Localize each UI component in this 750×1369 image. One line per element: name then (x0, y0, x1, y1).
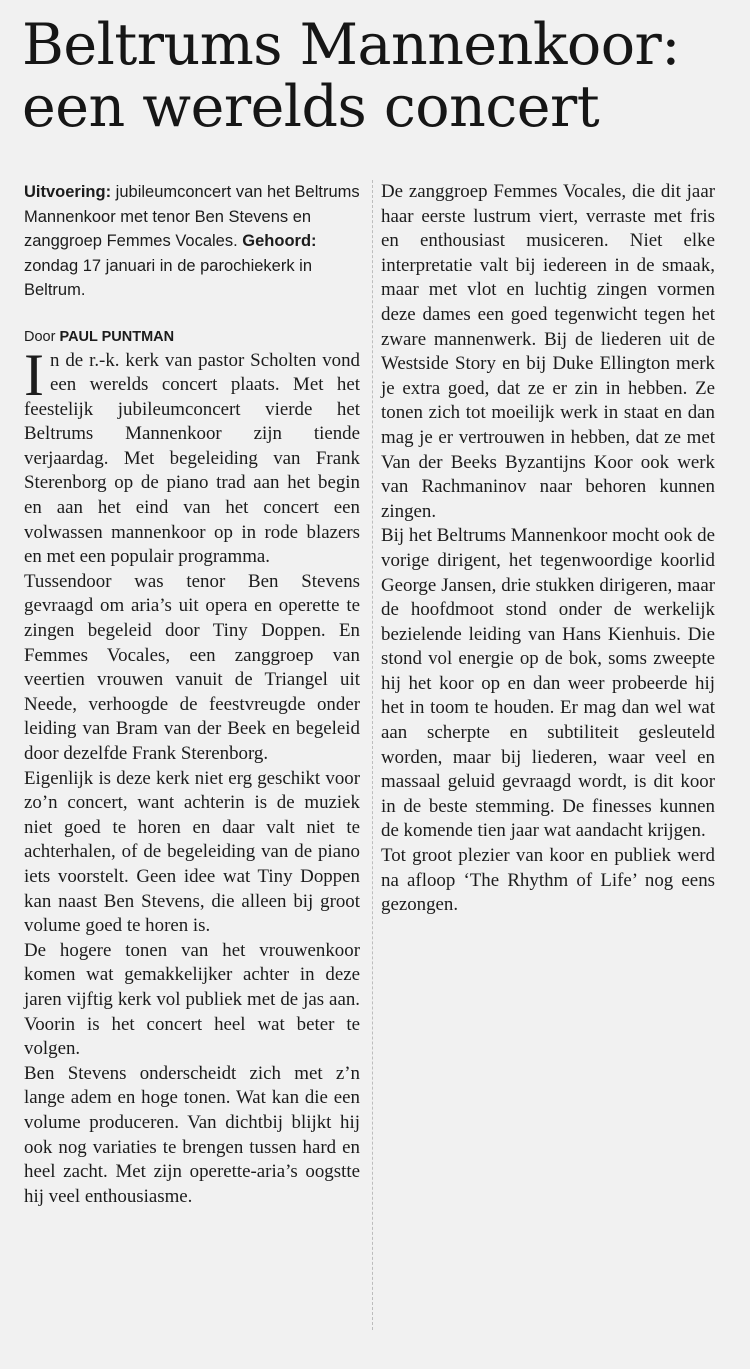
paragraph-3: Eigenlijk is deze kerk niet erg geschikt voor zo’n concert, want achterin is de muziek niet goed te horen en daar valt niet te achterhalen, of de begeleiding van de piano iets voorstelt. Geen idee wat Tiny Doppen kan naast Ben Stevens, die alleen bij groot volume goed te horen is. (24, 767, 360, 937)
drop-cap: I (24, 341, 44, 408)
paragraph-1 (24, 341, 360, 570)
column-right (381, 180, 715, 918)
byline-author: PAUL PUNTMAN (59, 328, 175, 345)
headline-line-2: een werelds concert (22, 74, 600, 140)
headline (22, 14, 738, 138)
paragraph-1-text: n de r.-k. kerk van pastor Scholten vond een werelds concert plaats. Met het feestelijk jubileumconcert vierde het Beltrums Mannenkoor zijn tiende verjaardag. Met begeleiding van Frank Sterenborg op de piano trad aan het begin en aan het eind van het concert een volwassen mannenkoor op in rode blazers en met een populair programma. (24, 349, 360, 568)
byline-prefix: Door (24, 328, 56, 345)
paragraph-2: Tussendoor was tenor Ben Stevens gevraagd om aria’s uit opera en operette te zingen begeleid door Tiny Doppen. En Femmes Vocales, een zanggroep van veertien vrouwen vanuit de Triangel uit Neede, verhoogde de feestvreugde onder leiding van Bram van der Beek en begeleid door dezelfde Frank Sterenborg. (24, 570, 360, 764)
intro-label-heard: Gehoord: (242, 232, 317, 250)
paragraph-5: Ben Stevens onderscheidt zich met z’n lange adem en hoge tonen. Wat kan die een volume produceren. Van dichtbij blijkt hij ook nog variaties te brengen tussen hard en heel zacht. Met zijn operette-aria’s oogstte hij veel enthousiasme. (24, 1062, 360, 1207)
column-left (24, 180, 360, 1209)
byline (24, 327, 360, 347)
headline-line-1: Beltrums Mannenkoor: (22, 12, 680, 78)
paragraph-4: De hogere tonen van het vrouwenkoor komen wat gemakkelijker achter in deze jaren vijftig kerk vol publiek met de jas aan. Voorin is het concert heel wat beter te volgen. (24, 939, 360, 1060)
intro-text-performance: jubileumconcert van het Beltrums Mannenkoor met tenor Ben Stevens en zanggroep Femmes Vocales. (24, 183, 360, 250)
intro-text-heard: zondag 17 januari in de parochiekerk in Beltrum. (24, 256, 313, 299)
intro-label-performance: Uitvoering: (24, 183, 112, 201)
paragraph-8: Tot groot plezier van koor en publiek werd na afloop ‘The Rhythm of Life’ nog eens gezongen. (381, 845, 715, 916)
column-divider (372, 180, 373, 1330)
paragraph-6: De zanggroep Femmes Vocales, die dit jaar haar eerste lustrum viert, verraste met fris en enthousiast musiceren. Niet elke interpretatie valt bij iedereen in de smaak, maar met vlot en luchtig zingen vormen deze dames een goed tegenwicht tegen het zware mannenwerk. Bij de liederen uit de Westside Story en bij Duke Ellington merk je extra goed, dat ze er zin in hebben. Ze tonen zich tot moeilijk werk in staat en dan mag je er vertrouwen in hebben, dat ze met Van der Beeks Byzantijns Koor ook werk van Rachmaninov naar behoren kunnen zingen. (381, 181, 715, 522)
intro-box (24, 180, 360, 303)
paragraph-7: Bij het Beltrums Mannenkoor mocht ook de vorige dirigent, het tegenwoordige koorlid George Jansen, drie stukken dirigeren, maar de hoofdmoot stond onder de werkelijk bezielende leiding van Hans Kienhuis. Die stond vol energie op de bok, soms zweepte hij het koor op en dan weer probeerde hij het in toom te houden. Er mag dan wel wat aan scherpte en subtiliteit gesleuteld worden, maar bij liederen, waar veel en massaal geluid gevraagd wordt, is dit koor in de beste stemming. De finesses kunnen de komende tien jaar wat aandacht krijgen. (381, 525, 715, 842)
article-body-right (381, 180, 715, 918)
article-body-left (24, 341, 360, 1210)
